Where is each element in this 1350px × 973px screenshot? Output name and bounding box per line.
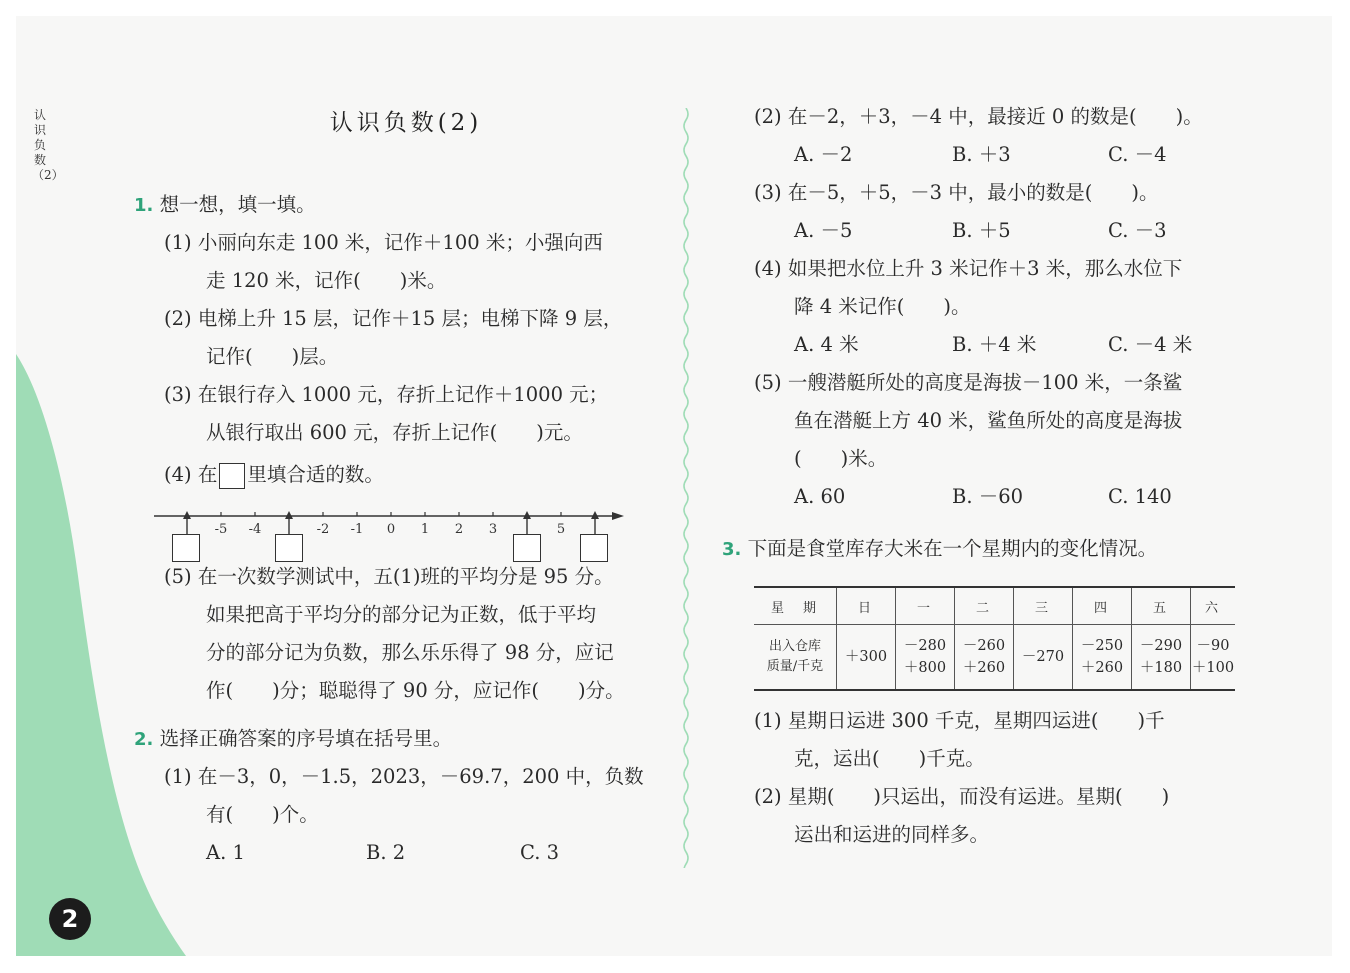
question-1-stem: 想一想，填一填。	[159, 193, 316, 216]
q1-part1-line2: 走 120 米，记作( )米。	[206, 269, 447, 292]
up-arrow-icon	[183, 511, 191, 519]
cell-value: －250	[1080, 638, 1124, 654]
table-row-label	[754, 625, 837, 691]
q1-part3-line1: (3) 在银行存入 1000 元，存折上记作＋1000 元；	[164, 383, 609, 406]
q1-part2-line1: (2) 电梯上升 15 层，记作＋15 层；电梯下降 9 层，	[164, 307, 623, 330]
side-running-title: 认识负数（2）	[32, 108, 64, 182]
question-3-number: 3.	[722, 539, 742, 560]
question-2	[134, 726, 452, 753]
q2-part2-line1: (2) 在－2，＋3，－4 中，最接近 0 的数是( )。	[754, 105, 1203, 128]
table-cell	[1014, 625, 1073, 691]
q2-part2-option-a[interactable]: A. －2	[794, 143, 853, 166]
row-label-line1: 出入仓库	[768, 639, 821, 654]
number-line-tick-label: -5	[214, 522, 228, 536]
q1-part1-line1: (1) 小丽向东走 100 米，记作＋100 米；小强向西	[164, 231, 603, 254]
table-header-cell: 四	[1073, 587, 1132, 625]
q1-part4-post: 里填合适的数。	[247, 463, 384, 486]
cell-value: －260	[962, 638, 1006, 654]
q1-part5-line4: 作( )分；聪聪得了 90 分，应记作( )分。	[206, 679, 625, 702]
rice-stock-table	[754, 586, 1235, 691]
number-line-ticks	[183, 511, 599, 536]
q2-part4-line1: (4) 如果把水位上升 3 米记作＋3 米，那么水位下	[754, 257, 1183, 280]
q1-part5-line1: (5) 在一次数学测试中，五(1)班的平均分是 95 分。	[164, 565, 614, 588]
q2-part5-option-a[interactable]: A. 60	[794, 485, 846, 508]
q2-part1-option-a[interactable]: A. 1	[206, 841, 245, 864]
q2-part3-option-a[interactable]: A. －5	[794, 219, 853, 242]
number-line-answer-box-2[interactable]	[275, 534, 303, 562]
cell-value: ＋800	[903, 660, 947, 676]
cell-value: －270	[1021, 649, 1065, 665]
question-1-number: 1.	[134, 195, 154, 216]
number-line-tick-label: -4	[248, 522, 262, 536]
cell-value: －280	[903, 638, 947, 654]
q3-part1-line2: 克，运出( )千克。	[794, 747, 985, 770]
number-line-tick-label: 2	[454, 522, 464, 536]
table-cell	[1132, 625, 1191, 691]
table-cell	[1073, 625, 1132, 691]
page-title: 认识负数(2)	[329, 110, 483, 136]
q2-part5-option-b[interactable]: B. －60	[952, 485, 1024, 508]
table-header-row	[754, 587, 1235, 625]
number-line	[154, 506, 634, 536]
up-arrow-icon	[591, 511, 599, 519]
number-line-tick-label: 3	[488, 522, 498, 536]
number-line-arrow-icon	[612, 512, 624, 520]
q2-part5-line1: (5) 一艘潜艇所处的高度是海拔－100 米，一条鲨	[754, 371, 1183, 394]
table-header-cell: 一	[896, 587, 955, 625]
table-cell	[837, 625, 896, 691]
table-cell	[1191, 625, 1236, 691]
table-header-cell: 五	[1132, 587, 1191, 625]
question-2-number: 2.	[134, 729, 154, 750]
q1-part3-line2: 从银行取出 600 元，存折上记作( )元。	[206, 421, 583, 444]
cell-value: ＋260	[1080, 660, 1124, 676]
q2-part1-line1: (1) 在－3，0，－1.5，2023，－69.7，200 中，负数	[164, 765, 644, 788]
table-cell	[896, 625, 955, 691]
q2-part3-option-c[interactable]: C. －3	[1108, 219, 1167, 242]
number-line-tick-label: 0	[386, 522, 396, 536]
q2-part5-option-c[interactable]: C. 140	[1108, 485, 1172, 508]
up-arrow-icon	[285, 511, 293, 519]
number-line-tick-label: 5	[556, 522, 566, 536]
q1-part4-pre: (4) 在	[164, 463, 218, 486]
table-header-cell: 三	[1014, 587, 1073, 625]
q3-part2-line2: 运出和运进的同样多。	[794, 823, 990, 846]
number-line-tick-label: -1	[350, 522, 364, 536]
number-line-answer-box-4[interactable]	[580, 534, 608, 562]
table-header-cell: 六	[1191, 587, 1236, 625]
q2-part4-option-c[interactable]: C. －4 米	[1108, 333, 1193, 356]
q2-part4-option-b[interactable]: B. ＋4 米	[952, 333, 1037, 356]
table-header-cell: 日	[837, 587, 896, 625]
q2-part1-option-b[interactable]: B. 2	[366, 841, 406, 864]
number-line-answer-box-3[interactable]	[513, 534, 541, 562]
q1-part5-line2: 如果把高于平均分的部分记为正数，低于平均	[206, 603, 597, 626]
page-number: 2	[49, 898, 91, 940]
q2-part2-option-c[interactable]: C. －4	[1108, 143, 1167, 166]
number-line-answer-box-1[interactable]	[172, 534, 200, 562]
q2-part2-option-b[interactable]: B. ＋3	[952, 143, 1011, 166]
question-1	[134, 192, 316, 219]
q2-part5-line3: ( )米。	[794, 447, 888, 470]
q1-part5-line3: 分的部分记为负数，那么乐乐得了 98 分，应记	[206, 641, 614, 664]
q3-part1-line1: (1) 星期日运进 300 千克，星期四运进( )千	[754, 709, 1165, 732]
q2-part4-option-a[interactable]: A. 4 米	[794, 333, 859, 356]
cell-value: －290	[1139, 638, 1183, 654]
q2-part3-option-b[interactable]: B. ＋5	[952, 219, 1011, 242]
question-3	[722, 536, 1157, 563]
cell-value: －90	[1196, 638, 1230, 654]
q3-part2-line1: (2) 星期( )只运出，而没有运进。星期( )	[754, 785, 1170, 808]
q1-part2-line2: 记作( )层。	[206, 345, 339, 368]
q2-part4-line2: 降 4 米记作( )。	[794, 295, 971, 318]
q2-part1-line2: 有( )个。	[206, 803, 319, 826]
example-answer-box	[219, 463, 245, 489]
table-row	[754, 625, 1235, 691]
q2-part3-line1: (3) 在－5，＋5，－3 中，最小的数是( )。	[754, 181, 1159, 204]
number-line-tick-label: -2	[316, 522, 330, 536]
table-header-cell: 二	[955, 587, 1014, 625]
q2-part1-option-c[interactable]: C. 3	[520, 841, 560, 864]
cell-value: ＋100	[1191, 660, 1235, 676]
workbook-page	[16, 16, 1332, 956]
column-divider	[681, 108, 691, 868]
q2-part5-line2: 鱼在潜艇上方 40 米，鲨鱼所处的高度是海拔	[794, 409, 1183, 432]
cell-value: ＋260	[962, 660, 1006, 676]
row-label-line2: 质量/千克	[766, 659, 824, 674]
table-cell	[955, 625, 1014, 691]
table-header-cell: 星 期	[754, 587, 837, 625]
up-arrow-icon	[523, 511, 531, 519]
cell-value: ＋180	[1139, 660, 1183, 676]
q1-part4	[164, 462, 384, 489]
question-3-stem: 下面是食堂库存大米在一个星期内的变化情况。	[747, 537, 1158, 560]
number-line-tick-label: 1	[420, 522, 430, 536]
cell-value: ＋300	[844, 649, 888, 665]
question-2-stem: 选择正确答案的序号填在括号里。	[159, 727, 453, 750]
